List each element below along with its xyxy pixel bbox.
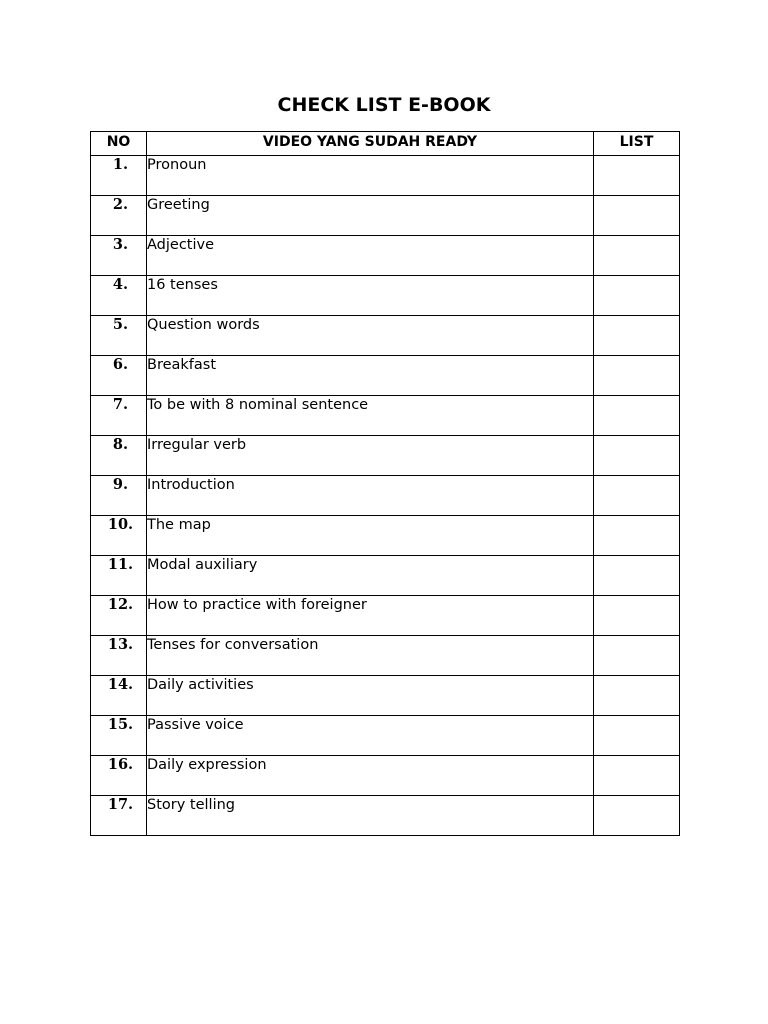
row-number-text: 14. <box>107 676 134 693</box>
row-topic: Greeting <box>147 196 594 236</box>
row-list-cell[interactable] <box>594 476 680 516</box>
row-topic: Passive voice <box>147 716 594 756</box>
row-topic: How to practice with foreigner <box>147 596 594 636</box>
row-number <box>91 716 147 756</box>
table-row <box>91 596 680 636</box>
table-row <box>91 276 680 316</box>
row-list-cell[interactable] <box>594 596 680 636</box>
table-row <box>91 516 680 556</box>
row-topic: Daily expression <box>147 756 594 796</box>
row-topic: Story telling <box>147 796 594 836</box>
row-list-cell[interactable] <box>594 636 680 676</box>
row-number-text: 15. <box>107 716 134 733</box>
row-number <box>91 636 147 676</box>
table-row <box>91 316 680 356</box>
row-list-cell[interactable] <box>594 716 680 756</box>
row-topic: Question words <box>147 316 594 356</box>
row-number-text: 17. <box>107 796 134 813</box>
row-number <box>91 756 147 796</box>
table-row <box>91 236 680 276</box>
row-topic: The map <box>147 516 594 556</box>
row-number <box>91 436 147 476</box>
row-number <box>91 516 147 556</box>
row-number-text: 11. <box>107 556 134 573</box>
checklist-table <box>90 131 680 836</box>
row-list-cell[interactable] <box>594 276 680 316</box>
row-number <box>91 276 147 316</box>
row-number <box>91 596 147 636</box>
row-number <box>91 156 147 196</box>
row-list-cell[interactable] <box>594 676 680 716</box>
row-topic: Introduction <box>147 476 594 516</box>
table-row <box>91 156 680 196</box>
header-list: LIST <box>594 132 680 156</box>
checklist-body <box>91 156 680 836</box>
row-list-cell[interactable] <box>594 756 680 796</box>
row-number-text: 4. <box>112 276 129 293</box>
table-row <box>91 396 680 436</box>
row-topic: To be with 8 nominal sentence <box>147 396 594 436</box>
row-list-cell[interactable] <box>594 796 680 836</box>
table-row <box>91 196 680 236</box>
row-list-cell[interactable] <box>594 316 680 356</box>
row-number <box>91 316 147 356</box>
row-number-text: 10. <box>107 516 134 533</box>
row-number <box>91 396 147 436</box>
page-title: CHECK LIST E-BOOK <box>277 94 491 116</box>
row-number-text: 5. <box>112 316 129 333</box>
row-number-text: 9. <box>112 476 129 493</box>
row-list-cell[interactable] <box>594 356 680 396</box>
row-number-text: 3. <box>112 236 129 253</box>
table-row <box>91 676 680 716</box>
row-list-cell[interactable] <box>594 436 680 476</box>
row-number-text: 12. <box>107 596 134 613</box>
row-number-text: 6. <box>112 356 129 373</box>
table-header-row <box>91 132 680 156</box>
row-number <box>91 476 147 516</box>
row-list-cell[interactable] <box>594 156 680 196</box>
table-row <box>91 756 680 796</box>
header-topic: VIDEO YANG SUDAH READY <box>147 132 594 156</box>
row-number <box>91 556 147 596</box>
row-list-cell[interactable] <box>594 516 680 556</box>
table-row <box>91 716 680 756</box>
row-list-cell[interactable] <box>594 396 680 436</box>
row-topic: Breakfast <box>147 356 594 396</box>
table-row <box>91 356 680 396</box>
row-topic: Adjective <box>147 236 594 276</box>
row-number <box>91 796 147 836</box>
row-number <box>91 236 147 276</box>
row-list-cell[interactable] <box>594 236 680 276</box>
table-row <box>91 796 680 836</box>
row-number <box>91 356 147 396</box>
row-topic: Modal auxiliary <box>147 556 594 596</box>
row-number-text: 7. <box>112 396 129 413</box>
table-row <box>91 476 680 516</box>
row-topic: Irregular verb <box>147 436 594 476</box>
row-list-cell[interactable] <box>594 556 680 596</box>
row-number-text: 8. <box>112 436 129 453</box>
row-topic: Daily activities <box>147 676 594 716</box>
row-number-text: 2. <box>112 196 129 213</box>
row-topic: Tenses for conversation <box>147 636 594 676</box>
row-number-text: 13. <box>107 636 134 653</box>
row-list-cell[interactable] <box>594 196 680 236</box>
header-no: NO <box>91 132 147 156</box>
row-topic: Pronoun <box>147 156 594 196</box>
row-number <box>91 196 147 236</box>
table-row <box>91 636 680 676</box>
table-row <box>91 436 680 476</box>
row-number <box>91 676 147 716</box>
row-number-text: 1. <box>112 156 129 173</box>
row-topic: 16 tenses <box>147 276 594 316</box>
table-row <box>91 556 680 596</box>
row-number-text: 16. <box>107 756 134 773</box>
